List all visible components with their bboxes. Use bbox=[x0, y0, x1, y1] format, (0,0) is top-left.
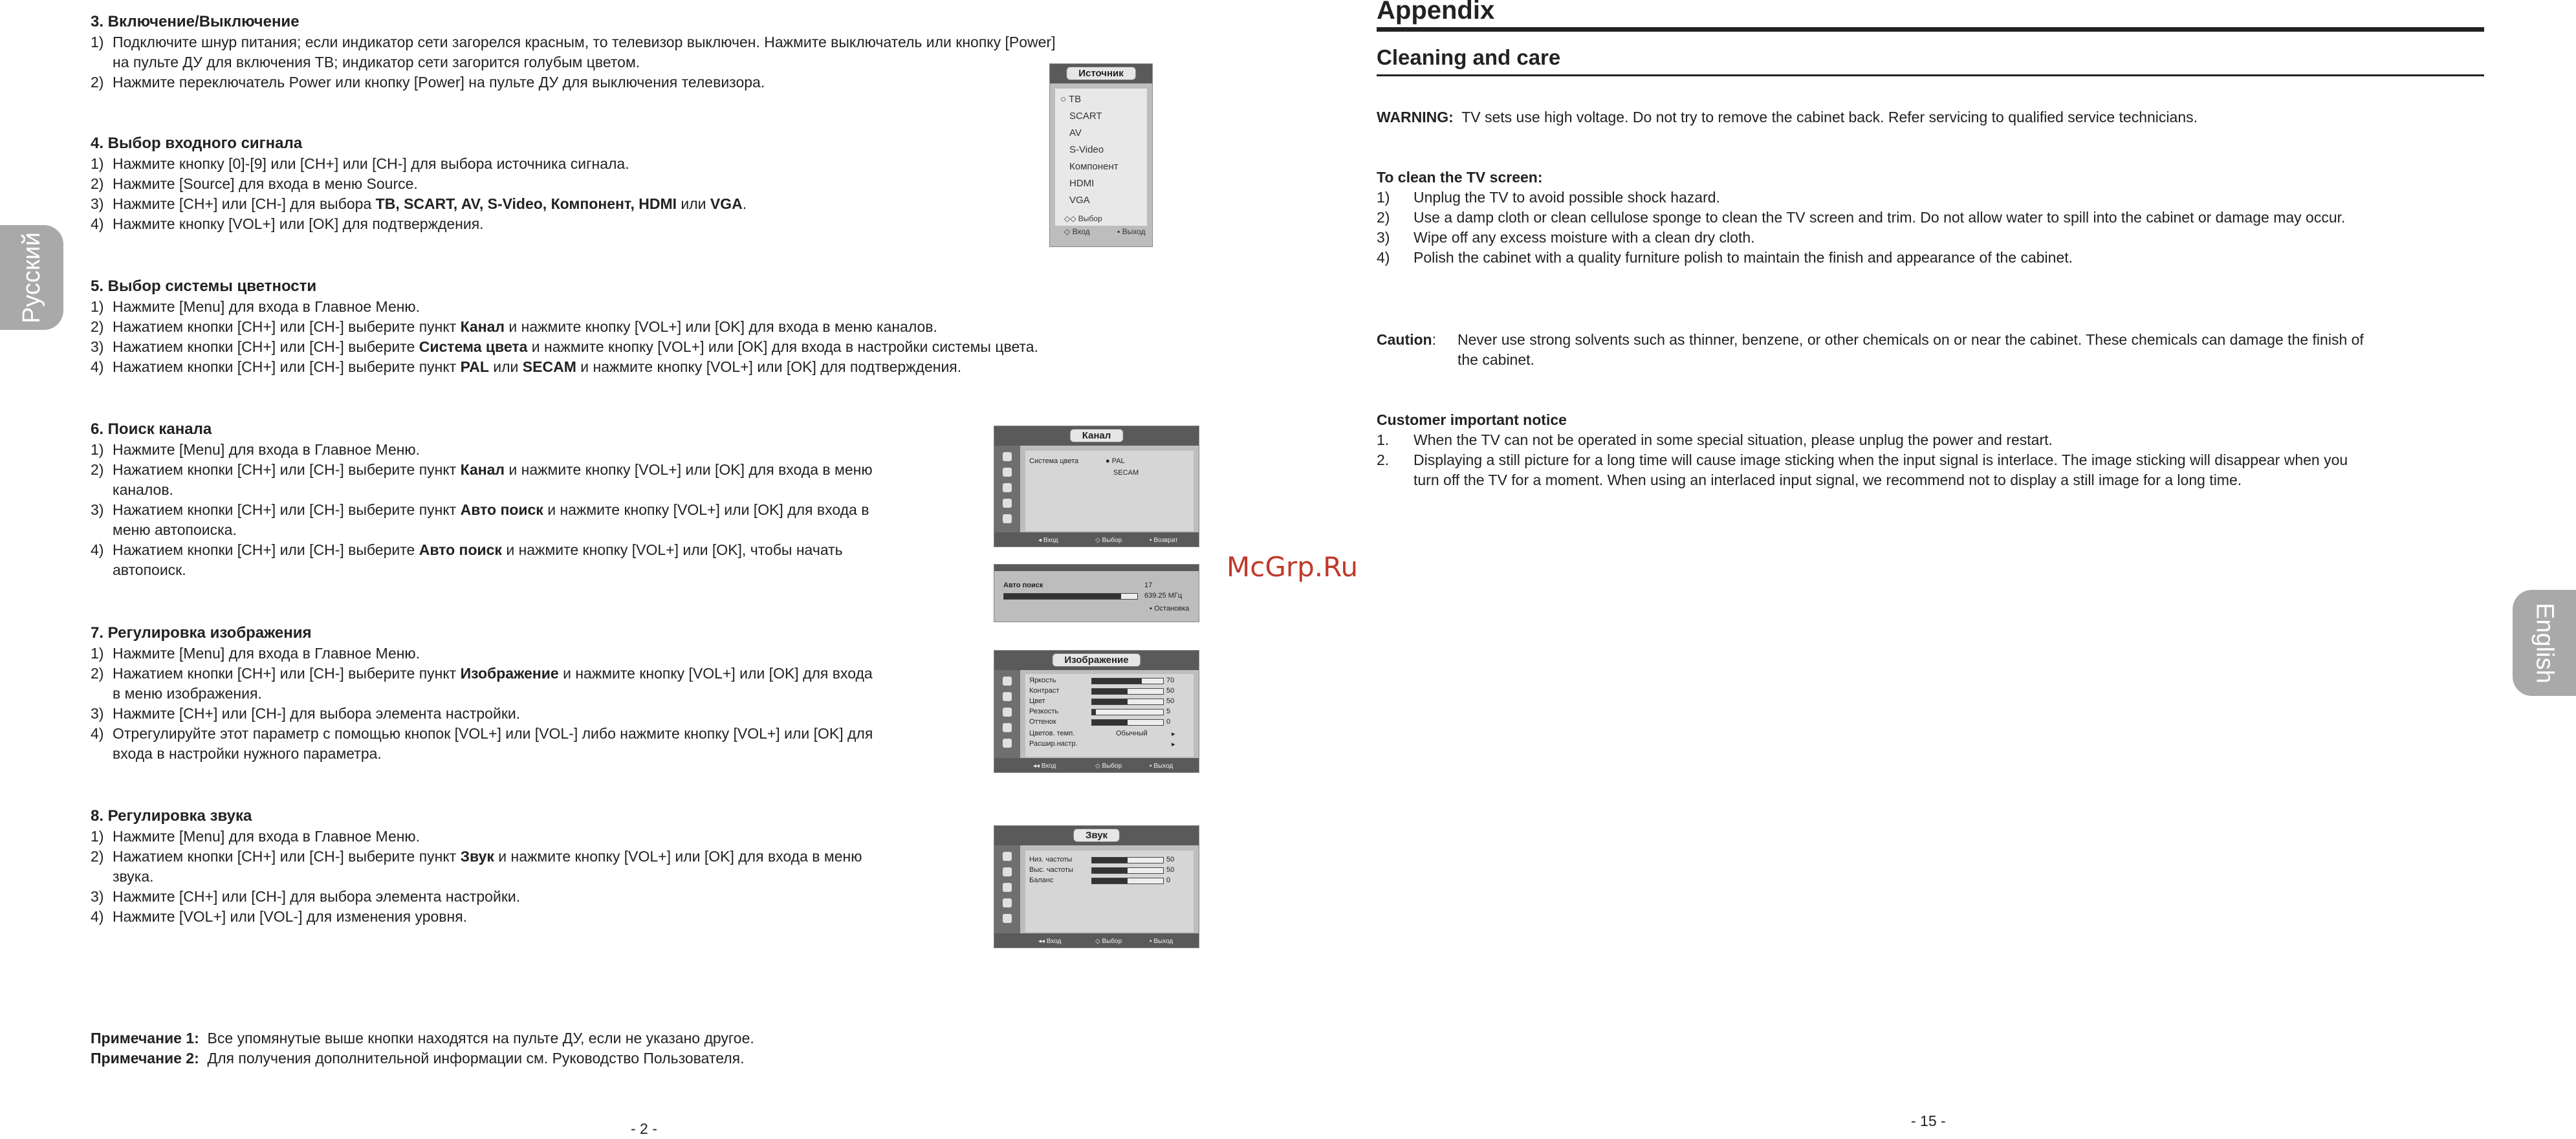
menu-footer bbox=[994, 933, 1199, 948]
section-channel-search bbox=[91, 419, 873, 580]
menu-title: Звук bbox=[1073, 829, 1120, 842]
note-text: Для получения дополнительной информации см. Руководство Пользователя. bbox=[207, 1050, 745, 1067]
menu-sidebar bbox=[994, 670, 1020, 772]
auto-search-screenshot bbox=[994, 564, 1199, 622]
note-label: Примечание 1: bbox=[91, 1030, 199, 1047]
menu-body bbox=[1025, 451, 1194, 531]
source-list bbox=[1055, 89, 1147, 236]
section-input-signal bbox=[91, 133, 747, 234]
menu-title: Канал bbox=[1070, 429, 1124, 442]
list-item: 2) Нажатием кнопки [CH+] или [CH-] выберите пункт Канал и нажмите кнопку [VOL+] или [OK] для входа в меню каналов. bbox=[91, 318, 937, 335]
list-item: 2) Нажатием кнопки [CH+] или [CH-] выберите пункт Изображение и нажмите кнопку [VOL+] или [OK] для входа bbox=[91, 665, 873, 682]
source-item: AV bbox=[1069, 127, 1082, 138]
hint-select: ◇◇ Выбор bbox=[1064, 214, 1102, 223]
menu-row-bar bbox=[1091, 688, 1164, 695]
menu-row-value: 50 bbox=[1166, 697, 1175, 705]
menu-row-label: Яркость bbox=[1029, 677, 1056, 684]
footer-hint: ◂ Вход bbox=[1038, 537, 1058, 544]
section-title: 7. Регулировка изображения bbox=[91, 624, 312, 642]
list-item: 3) Нажмите [CH+] или [CH-] для выбора TB, SCART, AV, S-Video, Компонент, HDMI или VGA. bbox=[91, 195, 747, 212]
title-rule bbox=[1377, 27, 2484, 32]
section-title: 6. Поиск канала bbox=[91, 420, 212, 438]
menu-row-bar bbox=[1091, 699, 1164, 705]
menu-row-label: Выс. частоты bbox=[1029, 866, 1073, 874]
list-item-cont: меню автопоиска. bbox=[113, 521, 237, 538]
footer-hint: ▪ Выход bbox=[1150, 938, 1173, 945]
list-item-cont: в меню изображения. bbox=[113, 685, 262, 702]
list-item-cont: звука. bbox=[113, 868, 154, 885]
list-item-cont: turn off the TV for a moment. When using an interlaced input signal, we recommend not to display a still image for a long time. bbox=[1414, 472, 2242, 488]
source-item: HDMI bbox=[1069, 178, 1095, 189]
warning-label: WARNING: bbox=[1377, 109, 1454, 125]
hint-exit: ▪ Выход bbox=[1117, 227, 1146, 236]
list-item-cont: автопоиск. bbox=[113, 561, 186, 578]
footer-hint: ◂◂ Вход bbox=[1033, 763, 1056, 770]
footer-hint: ◇ Выбор bbox=[1095, 763, 1122, 770]
caution-line: Caution: Never use strong solvents such as thinner, benzene, or other chemicals on or near the cabinet. These chemicals can damage the finish of bbox=[1377, 331, 2364, 348]
menu-row-bar bbox=[1091, 678, 1164, 684]
caution-line-cont: the cabinet. bbox=[1457, 351, 1534, 368]
warning-text: TV sets use high voltage. Do not try to remove the cabinet back. Refer servicing to qualified service technicians. bbox=[1461, 109, 2198, 125]
list-item: 4) Отрегулируйте этот параметр с помощью кнопок [VOL+] или [VOL-] либо нажмите кнопку [VOL+] или [OK] для bbox=[91, 725, 873, 742]
list-item: 1) Нажмите [Menu] для входа в Главное Меню. bbox=[91, 645, 420, 662]
search-label: Авто поиск bbox=[1003, 581, 1043, 589]
menu-row-value: 70 bbox=[1166, 677, 1175, 684]
list-item: 4) Polish the cabinet with a quality furniture polish to maintain the finish and appearance of the cabinet. bbox=[1377, 249, 2073, 266]
menu-row-label: Низ. частоты bbox=[1029, 856, 1073, 863]
list-item: 1) Подключите шнур питания; если индикатор сети загорелся красным, то телевизор выключен. Нажмите выключатель или кнопку [Power] bbox=[91, 34, 1056, 50]
menu-row-value: 50 bbox=[1166, 856, 1175, 863]
note-text: Все упомянутые выше кнопки находятся на пульте ДУ, если не указано другое. bbox=[207, 1030, 754, 1047]
subtitle-rule bbox=[1377, 74, 2484, 76]
search-progress-fill bbox=[1004, 594, 1121, 599]
list-item-cont: на пульте ДУ для включения ТВ; индикатор сети загорится голубым цветом. bbox=[113, 54, 640, 71]
menu-row-bar bbox=[1091, 878, 1164, 884]
menu-row-label: Баланс bbox=[1029, 876, 1054, 884]
list-item: 2) Нажмите [Source] для входа в меню Source. bbox=[91, 175, 418, 192]
menu-row-bar-fill bbox=[1092, 699, 1128, 704]
menu-footer bbox=[994, 532, 1199, 547]
menu-row-value: Обычный bbox=[1116, 730, 1148, 737]
list-item: 1. When the TV can not be operated in some special situation, please unplug the power and restart. bbox=[1377, 431, 2053, 448]
menu-row-bar-fill bbox=[1092, 689, 1128, 694]
russian-side-tab bbox=[0, 225, 63, 330]
source-item: VGA bbox=[1069, 195, 1090, 206]
menu-row-value: 50 bbox=[1166, 687, 1175, 695]
menu-body bbox=[1025, 674, 1194, 757]
channel-menu-screenshot bbox=[994, 426, 1199, 547]
list-item: 2) Нажмите переключатель Power или кнопку [Power] на пульте ДУ для выключения телевизора. bbox=[91, 74, 765, 91]
caution bbox=[1377, 330, 2364, 370]
english-side-tab bbox=[2513, 590, 2576, 696]
footer-hint: ▪ Выход bbox=[1150, 763, 1173, 770]
menu-header bbox=[994, 826, 1199, 845]
list-item: 1) Нажмите [Menu] для входа в Главное Меню. bbox=[91, 828, 420, 845]
search-number: 17 bbox=[1144, 581, 1153, 589]
menu-row-bar-fill bbox=[1092, 878, 1128, 884]
menu-row-label: Оттенок bbox=[1029, 718, 1056, 726]
list-item: 2) Нажатием кнопки [CH+] или [CH-] выберите пункт Канал и нажмите кнопку [VOL+] или [OK] для входа в меню bbox=[91, 461, 873, 478]
notice-section bbox=[1377, 410, 2348, 490]
menu-sidebar bbox=[994, 845, 1020, 948]
list-item: 2) Нажатием кнопки [CH+] или [CH-] выберите пункт Звук и нажмите кнопку [VOL+] или [OK] для входа в меню bbox=[91, 848, 862, 865]
footer-hint: ▪ Возврат bbox=[1150, 537, 1178, 544]
section-sound bbox=[91, 806, 862, 927]
menu-row-value: 50 bbox=[1166, 866, 1175, 874]
section-title: 5. Выбор системы цветности bbox=[91, 277, 317, 295]
menu-row-bar-fill bbox=[1092, 710, 1096, 715]
search-stop: ▪ Остановка bbox=[1150, 605, 1190, 613]
page-title: Appendix bbox=[1377, 0, 1495, 25]
list-item: 2. Displaying a still picture for a long time will cause image sticking when the input signal is interlace. The image sticking will disappear when you bbox=[1377, 451, 2348, 468]
warning bbox=[1377, 107, 2198, 127]
russian-tab-label: Русский bbox=[17, 232, 45, 323]
menu-row-label: Расшир.настр. bbox=[1029, 740, 1078, 748]
source-item: SCART bbox=[1069, 111, 1102, 122]
menu-row-bar bbox=[1091, 857, 1164, 863]
menu-sidebar bbox=[994, 446, 1020, 547]
section-title: Cleaning and care bbox=[1377, 45, 1561, 69]
footer-hint: ◂◂ Вход bbox=[1038, 938, 1062, 945]
search-frequency: 639.25 МГц bbox=[1144, 592, 1183, 600]
list-item: 3) Нажатием кнопки [CH+] или [CH-] выберите пункт Авто поиск и нажмите кнопку [VOL+] или [OK] для входа в bbox=[91, 501, 869, 518]
menu-row-label: Система цвета bbox=[1029, 457, 1079, 465]
chevron-right-icon: ▸ bbox=[1172, 730, 1175, 738]
list-item: 4) Нажатием кнопки [CH+] или [CH-] выберите пункт PAL или SECAM и нажмите кнопку [VOL+] или [OK] для подтверждения. bbox=[91, 358, 962, 375]
menu-row-value: 5 bbox=[1166, 708, 1171, 715]
clean-section bbox=[1377, 168, 2345, 268]
source-menu-screenshot bbox=[1049, 63, 1153, 247]
note-2 bbox=[91, 1048, 745, 1068]
source-item-selected: ○ TB bbox=[1060, 94, 1082, 105]
list-item: 4) Нажатием кнопки [CH+] или [CH-] выберите Авто поиск и нажмите кнопку [VOL+] или [OK], чтобы начать bbox=[91, 541, 843, 558]
menu-footer bbox=[994, 758, 1199, 772]
search-progress-bar bbox=[1003, 593, 1138, 600]
section-title: 3. Включение/Выключение bbox=[91, 13, 300, 30]
menu-row-bar bbox=[1091, 709, 1164, 715]
list-item: 3) Нажатием кнопки [CH+] или [CH-] выберите Система цвета и нажмите кнопку [VOL+] или [OK] для входа в настройки системы цвета. bbox=[91, 338, 1038, 355]
menu-row-label: Цветов. темп. bbox=[1029, 730, 1075, 737]
menu-row-bar-fill bbox=[1092, 868, 1128, 873]
page-number-right: - 15 - bbox=[1911, 1112, 1946, 1129]
list-item: 3) Нажмите [CH+] или [CH-] для выбора элемента настройки. bbox=[91, 888, 521, 905]
menu-row-option: SECAM bbox=[1113, 469, 1139, 477]
menu-header bbox=[1050, 64, 1152, 83]
menu-row-bar-fill bbox=[1092, 858, 1128, 863]
list-item: 1) Нажмите [Menu] для входа в Главное Меню. bbox=[91, 441, 420, 458]
notice-title: Customer important notice bbox=[1377, 411, 1567, 428]
section-title: 8. Регулировка звука bbox=[91, 807, 252, 825]
menu-row-bar bbox=[1091, 867, 1164, 874]
hint-enter: ◇ Вход bbox=[1064, 227, 1090, 236]
menu-row-label: Цвет bbox=[1029, 697, 1045, 705]
source-item: Компонент bbox=[1069, 161, 1119, 172]
footer-hint: ◇ Выбор bbox=[1095, 938, 1122, 945]
menu-row-bar-fill bbox=[1092, 678, 1142, 684]
list-item: 1) Unplug the TV to avoid possible shock hazard. bbox=[1377, 189, 1720, 206]
list-item: 2) Use a damp cloth or clean cellulose sponge to clean the TV screen and trim. Do not allow water to spill into the cabinet or damage may occur. bbox=[1377, 209, 2346, 226]
menu-row-label: Резкость bbox=[1029, 708, 1059, 715]
section-title: 4. Выбор входного сигнала bbox=[91, 135, 303, 152]
caution-text: Never use strong solvents such as thinner, benzene, or other chemicals on or near the cabinet. These chemicals can damage the finish of bbox=[1457, 331, 2364, 348]
chevron-right-icon: ▸ bbox=[1172, 741, 1175, 748]
menu-row-value: 0 bbox=[1166, 876, 1171, 884]
menu-row-bar-fill bbox=[1092, 720, 1128, 725]
menu-row-label: Контраст bbox=[1029, 687, 1060, 695]
menu-row-option: ● PAL bbox=[1106, 457, 1125, 465]
caution-label: Caution bbox=[1377, 331, 1432, 348]
note-label: Примечание 2: bbox=[91, 1050, 199, 1067]
section-power bbox=[91, 12, 1055, 92]
menu-title: Источник bbox=[1066, 67, 1136, 80]
picture-menu-screenshot bbox=[994, 650, 1199, 773]
menu-row-bar bbox=[1091, 719, 1164, 726]
menu-body bbox=[1025, 851, 1194, 932]
list-item-cont: каналов. bbox=[113, 481, 173, 498]
menu-header bbox=[994, 651, 1199, 670]
list-item-cont: входа в настройки нужного параметра. bbox=[113, 745, 382, 762]
list-item: 1) Нажмите кнопку [0]-[9] или [CH+] или [CH-] для выбора источника сигнала. bbox=[91, 155, 629, 172]
english-tab-label: English bbox=[2531, 602, 2559, 684]
section-picture bbox=[91, 623, 873, 764]
clean-title: To clean the TV screen: bbox=[1377, 169, 1543, 186]
menu-row-value: 0 bbox=[1166, 718, 1171, 726]
list-item: 4) Нажмите кнопку [VOL+] или [OK] для подтверждения. bbox=[91, 215, 484, 232]
section-color-system bbox=[91, 276, 1038, 377]
footer-hint: ◇ Выбор bbox=[1095, 537, 1122, 544]
list-item: 3) Нажмите [CH+] или [CH-] для выбора элемента настройки. bbox=[91, 705, 521, 722]
sound-menu-screenshot bbox=[994, 825, 1199, 948]
page-number-left: - 2 - bbox=[631, 1120, 657, 1137]
watermark: McGrp.Ru bbox=[1227, 551, 1359, 583]
menu-header bbox=[994, 426, 1199, 446]
menu-title: Изображение bbox=[1052, 653, 1141, 667]
note-1 bbox=[91, 1028, 754, 1048]
source-item: S-Video bbox=[1069, 144, 1104, 155]
list-item: 1) Нажмите [Menu] для входа в Главное Меню. bbox=[91, 298, 420, 315]
list-item: 3) Wipe off any excess moisture with a clean dry cloth. bbox=[1377, 229, 1755, 246]
list-item: 4) Нажмите [VOL+] или [VOL-] для изменения уровня. bbox=[91, 908, 468, 925]
